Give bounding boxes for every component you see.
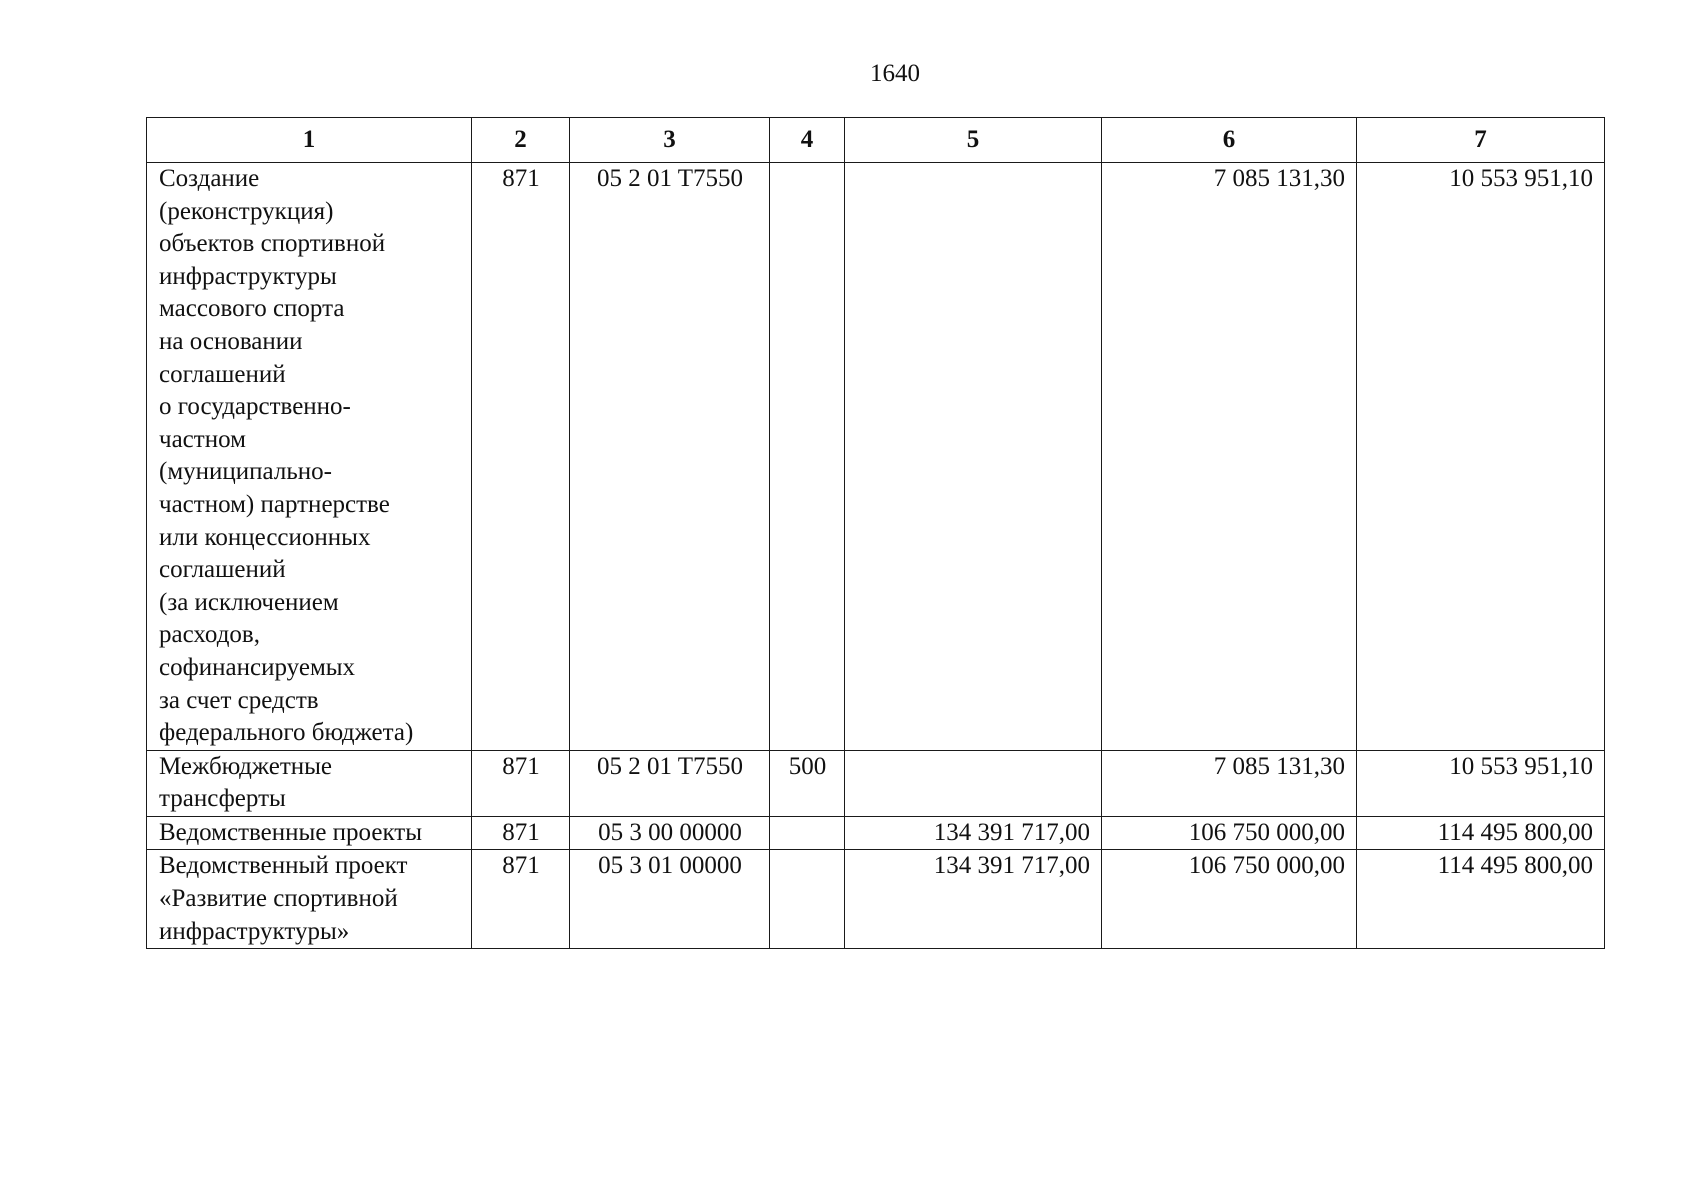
row-amount-col6: 106 750 000,00 [1102,850,1357,949]
row-target-code: 05 2 01 T7550 [570,163,770,751]
row-target-code: 05 3 01 00000 [570,850,770,949]
row-amount-col7: 114 495 800,00 [1357,816,1605,850]
row-amount-col6: 7 085 131,30 [1102,163,1357,751]
column-header-2: 2 [472,118,570,163]
row-amount-col6: 7 085 131,30 [1102,750,1357,816]
row-expense-type [770,850,845,949]
row-target-code: 05 3 00 00000 [570,816,770,850]
row-expense-type [770,163,845,751]
row-ministry-code: 871 [472,816,570,850]
row-amount-col5: 134 391 717,00 [845,850,1102,949]
row-amount-col6: 106 750 000,00 [1102,816,1357,850]
column-header-6: 6 [1102,118,1357,163]
row-amount-col7: 10 553 951,10 [1357,163,1605,751]
column-header-4: 4 [770,118,845,163]
row-amount-col5 [845,163,1102,751]
row-amount-col7: 114 495 800,00 [1357,850,1605,949]
row-ministry-code: 871 [472,850,570,949]
row-ministry-code: 871 [472,163,570,751]
table-row [147,750,1605,816]
table-row [147,816,1605,850]
row-target-code: 05 2 01 T7550 [570,750,770,816]
row-amount-col7: 10 553 951,10 [1357,750,1605,816]
table-row [147,850,1605,949]
row-ministry-code: 871 [472,750,570,816]
row-amount-col5: 134 391 717,00 [845,816,1102,850]
table-row [147,163,1605,751]
row-amount-col5 [845,750,1102,816]
column-header-7: 7 [1357,118,1605,163]
header-row [147,118,1605,163]
row-expense-type [770,816,845,850]
budget-table [146,117,1605,949]
row-name: Межбюджетные трансферты [147,750,472,816]
row-name: Ведомственные проекты [147,816,472,850]
column-header-1: 1 [147,118,472,163]
row-name: Создание (реконструкция) объектов спортивной инфраструктуры массового спорта на основании соглашений о государственно- частном (муниципально- частном) партнерстве или концессионных соглашений (за исключением расходов, софинансируемых за счет средств федерального бюджета) [147,163,472,751]
page-number: 1640 [870,60,920,87]
column-header-5: 5 [845,118,1102,163]
row-expense-type: 500 [770,750,845,816]
row-name: Ведомственный проект «Развитие спортивной инфраструктуры» [147,850,472,949]
column-header-3: 3 [570,118,770,163]
